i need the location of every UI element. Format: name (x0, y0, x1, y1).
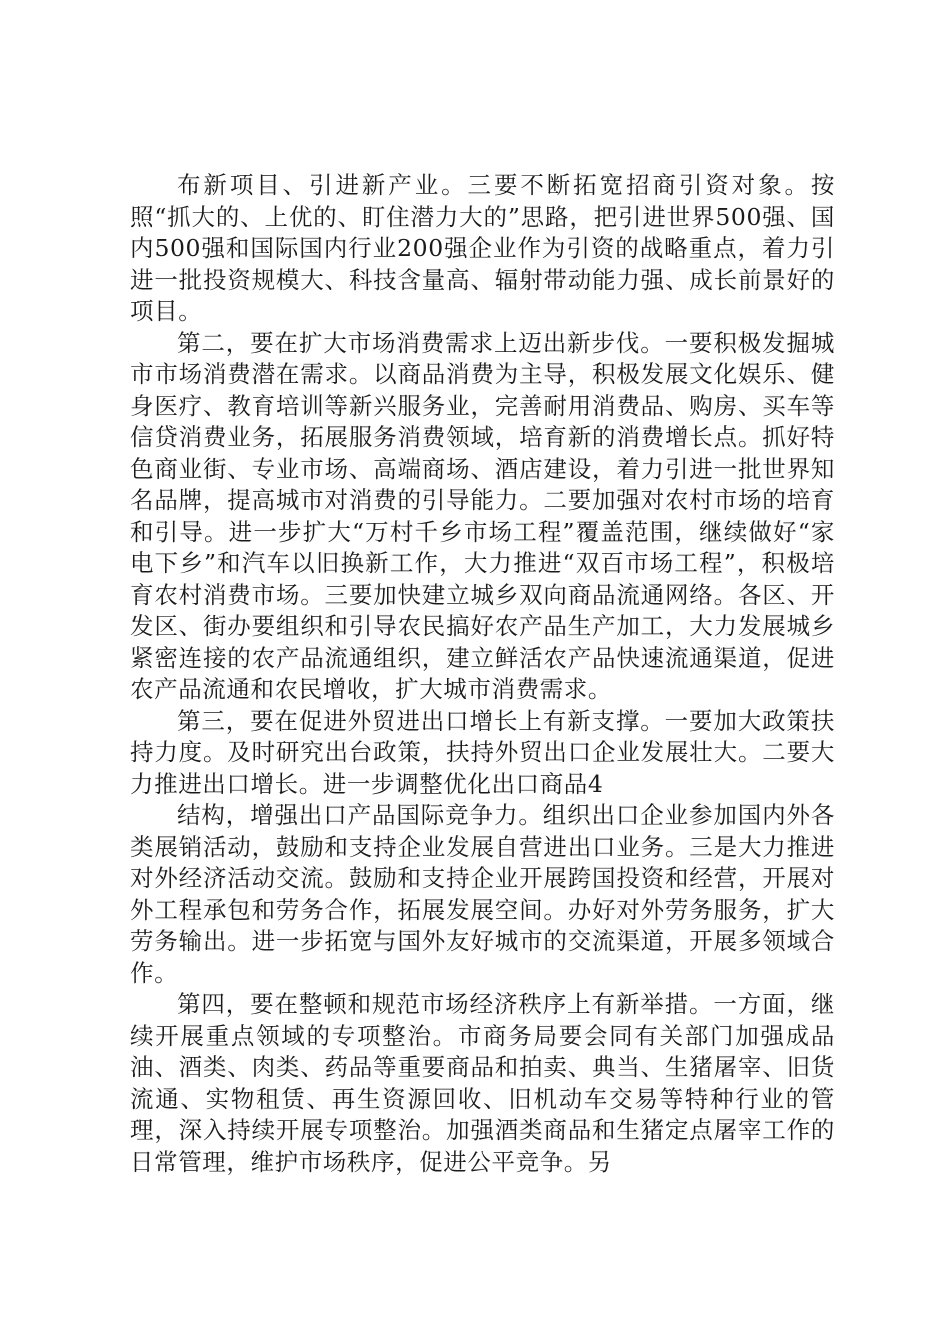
paragraph-4: 结构，增强出口产品国际竞争力。组织出口企业参加国内外各类展销活动，鼓励和支持企业发展自营进出口业务。三是大力推进对外经济活动交流。鼓励和支持企业开展跨国投资和经营，开展对外工程承包和劳务合作，拓展发展空间。办好对外劳务服务，扩大劳务输出。进一步拓宽与国外友好城市的交流渠道，开展多领域合作。 (130, 801, 835, 987)
document-body (130, 170, 835, 1178)
paragraph-3: 第三，要在促进外贸进出口增长上有新支撑。一要加大政策扶持力度。及时研究出台政策，扶持外贸出口企业发展壮大。二要大力推进出口增长。进一步调整优化出口商品4 (130, 706, 835, 798)
paragraph-5: 第四，要在整顿和规范市场经济秩序上有新举措。一方面，继续开展重点领域的专项整治。市商务局要会同有关部门加强成品油、酒类、肉类、药品等重要商品和拍卖、典当、生猪屠宰、旧货流通、实物租赁、再生资源回收、旧机动车交易等特种行业的管理，深入持续开展专项整治。加强酒类商品和生猪定点屠宰工作的日常管理，维护市场秩序，促进公平竞争。另 (130, 990, 835, 1176)
paragraph-2: 第二，要在扩大市场消费需求上迈出新步伐。一要积极发掘城市市场消费潜在需求。以商品消费为主导，积极发展文化娱乐、健身医疗、教育培训等新兴服务业，完善耐用消费品、购房、买车等信贷消费业务，拓展服务消费领域，培育新的消费增长点。抓好特色商业街、专业市场、高端商场、酒店建设，着力引进一批世界知名品牌，提高城市对消费的引导能力。二要加强对农村市场的培育和引导。进一步扩大“万村千乡市场工程”覆盖范围，继续做好“家电下乡”和汽车以旧换新工作，大力推进“双百市场工程”，积极培育农村消费市场。三要加快建立城乡双向商品流通网络。各区、开发区、街办要组织和引导农民搞好农产品生产加工，大力发展城乡紧密连接的农产品流通组织，建立鲜活农产品快速流通渠道，促进农产品流通和农民增收，扩大城市消费需求。 (130, 328, 835, 703)
paragraph-1: 布新项目、引进新产业。三要不断拓宽招商引资对象。按照“抓大的、上优的、盯住潜力大的”思路，把引进世界500强、国内500强和国际国内行业200强企业作为引资的战略重点，着力引进一批投资规模大、科技含量高、辐射带动能力强、成长前景好的项目。 (130, 171, 835, 325)
